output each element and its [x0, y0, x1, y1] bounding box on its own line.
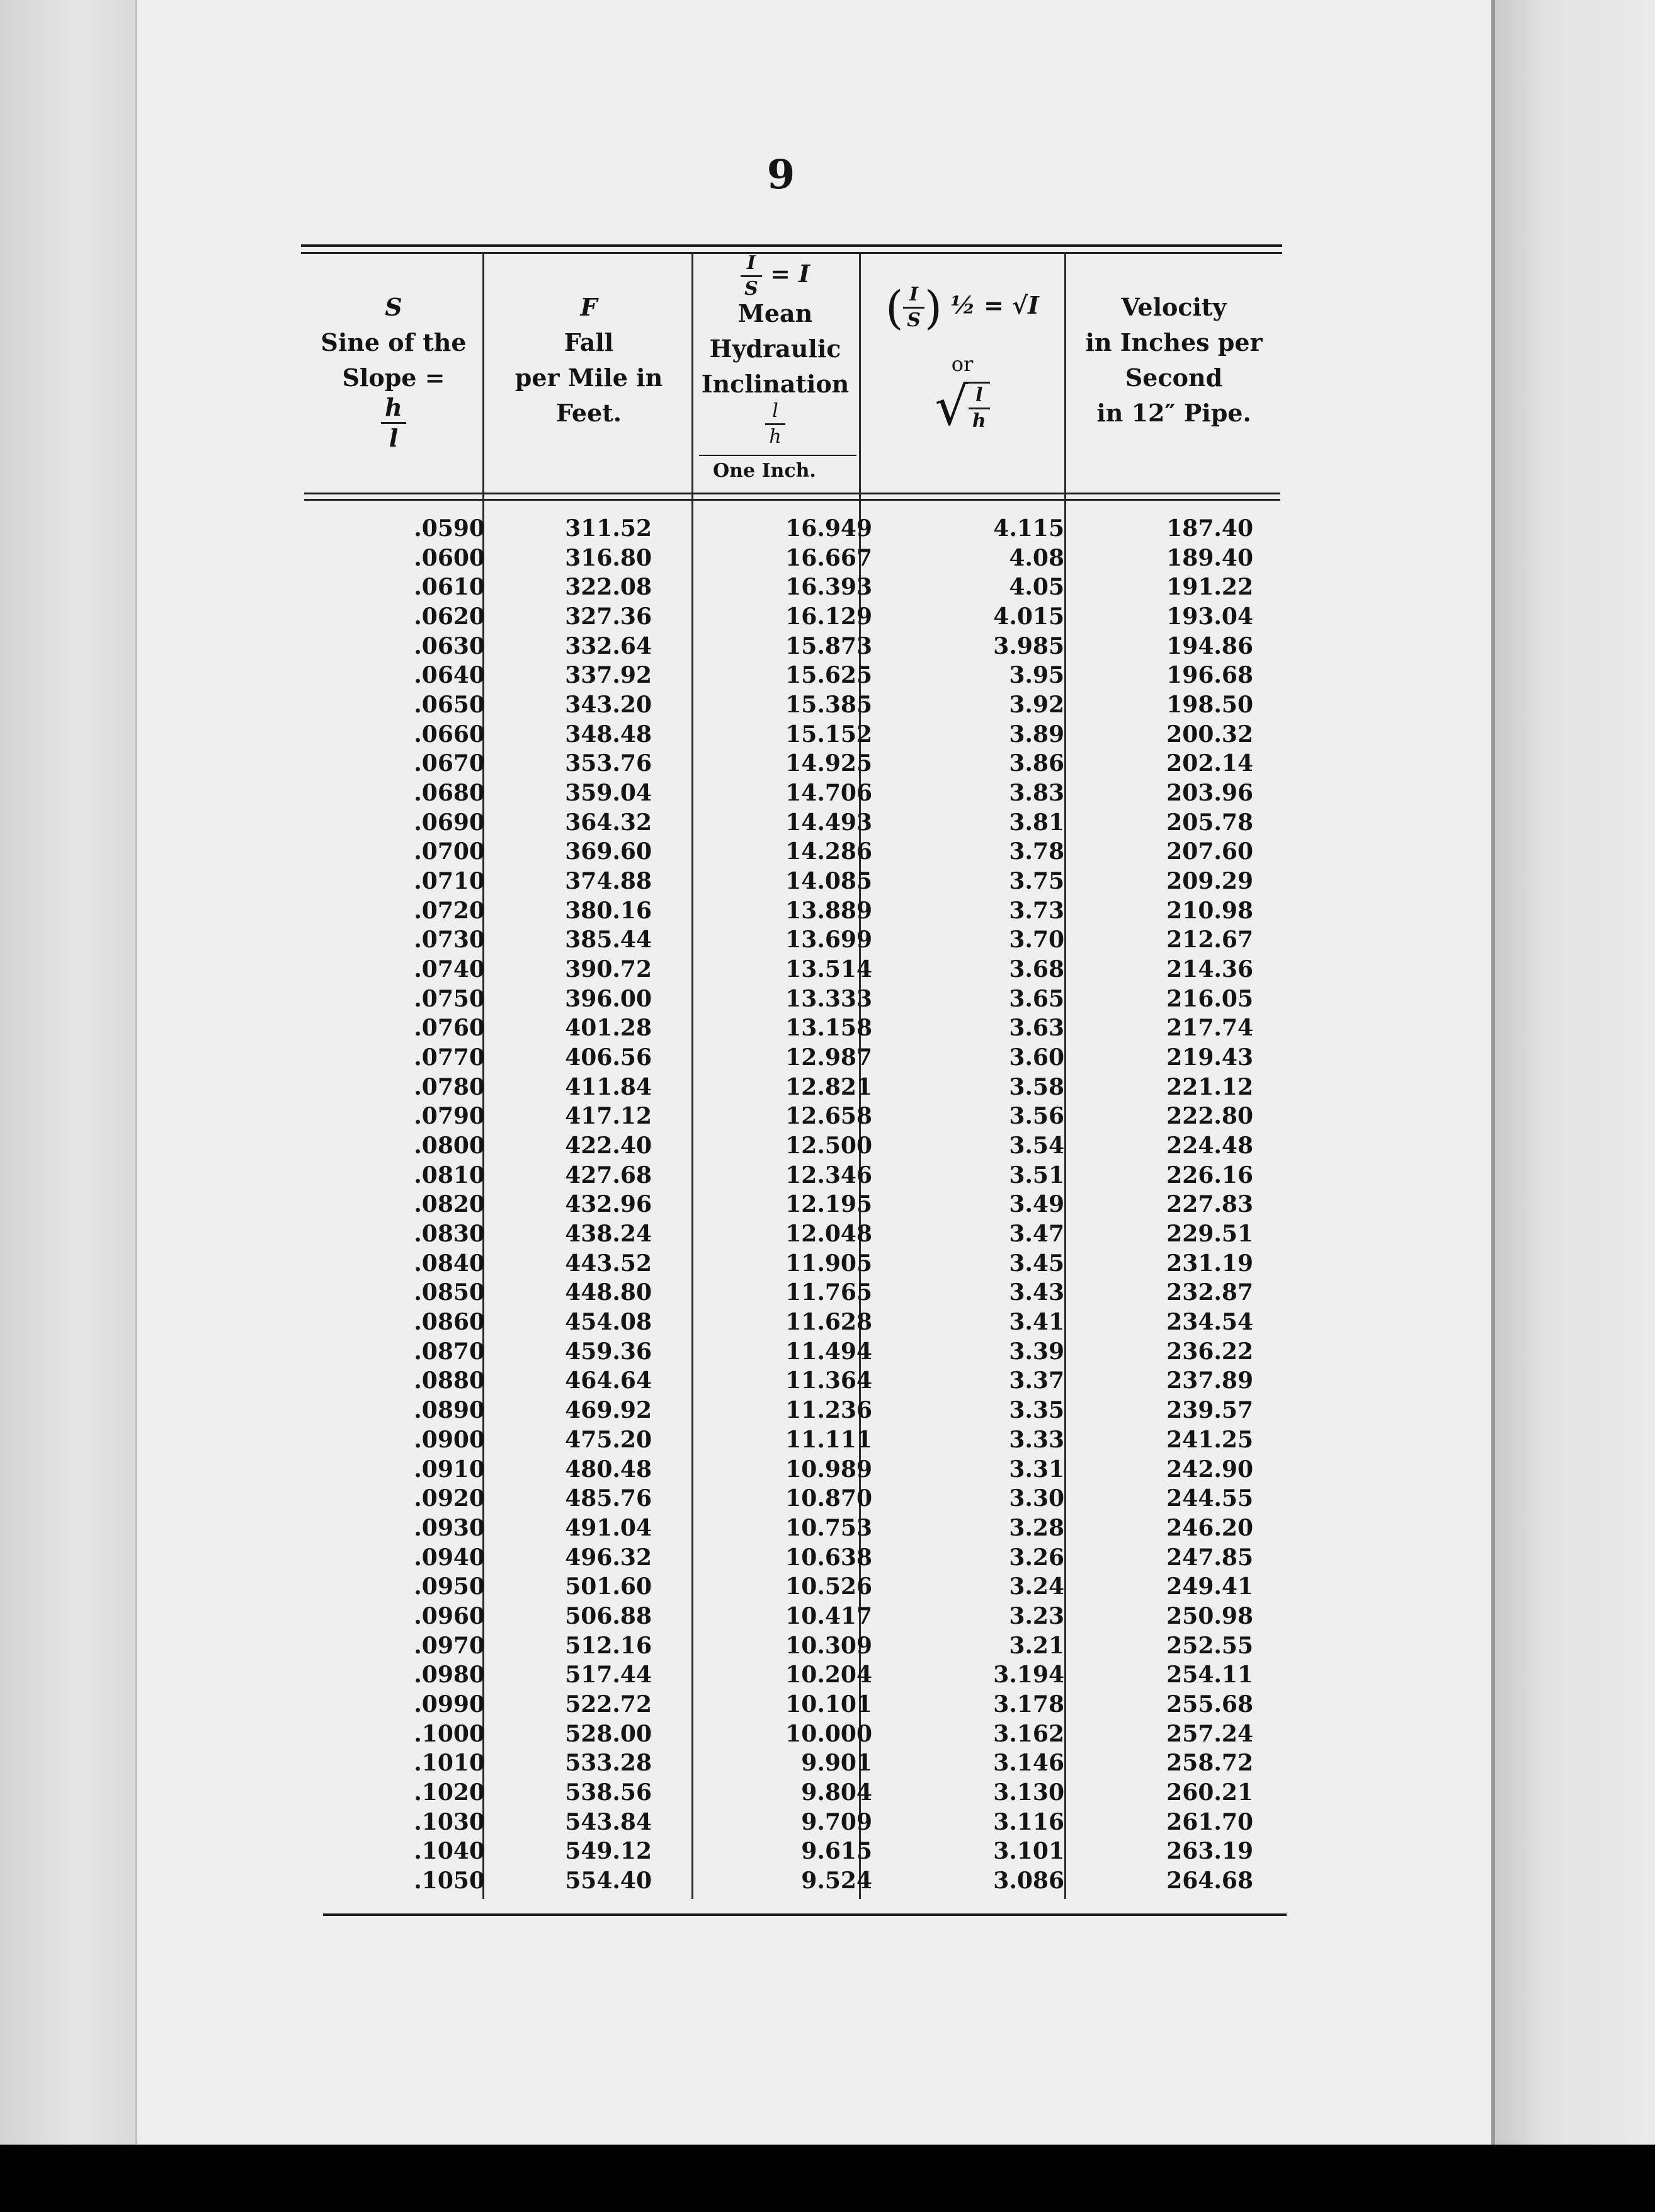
cell-fall: 512.16	[565, 1632, 652, 1659]
cell-inclination: 16.129	[785, 603, 872, 630]
cell-velocity: 189.40	[1166, 544, 1253, 571]
cell-root: 3.985	[993, 632, 1064, 659]
cell-inclination: 13.158	[785, 1015, 872, 1042]
cell-sine: .0900	[414, 1426, 485, 1453]
cell-inclination: 10.989	[785, 1456, 872, 1483]
cell-fall: 469.92	[565, 1397, 652, 1424]
cell-sine: .0960	[414, 1602, 485, 1629]
cell-inclination: 9.524	[801, 1867, 872, 1894]
cell-fall: 485.76	[565, 1485, 652, 1512]
cell-inclination: 11.494	[785, 1338, 872, 1365]
cell-sine: .0820	[414, 1191, 485, 1218]
cell-root: 3.116	[993, 1808, 1064, 1835]
cell-sine: .0870	[414, 1338, 485, 1365]
cell-velocity: 209.29	[1166, 868, 1253, 895]
fraction-denominator: S	[744, 278, 758, 300]
header-fall-symbol: F	[580, 293, 598, 321]
fraction-numerator: l	[969, 386, 990, 409]
column-inclination-values	[727, 514, 872, 1896]
cell-root: 3.51	[1009, 1161, 1064, 1189]
fraction-numerator: I	[741, 254, 762, 277]
cell-sine: .0730	[414, 926, 485, 954]
scan-right-margin	[1491, 0, 1655, 2145]
header-fall-line3: Feet.	[555, 399, 622, 427]
cell-fall: 475.20	[565, 1426, 652, 1453]
cell-fall: 337.92	[565, 662, 652, 689]
cell-fall: 506.88	[565, 1602, 652, 1629]
header-inclination-line1: Mean	[737, 299, 813, 328]
cell-root: 3.178	[993, 1690, 1064, 1718]
cell-inclination: 11.905	[785, 1250, 872, 1277]
cell-velocity: 205.78	[1166, 809, 1253, 836]
cell-velocity: 196.68	[1166, 662, 1253, 689]
cell-fall: 480.48	[565, 1456, 652, 1483]
cell-velocity: 236.22	[1166, 1338, 1253, 1365]
cell-velocity: 264.68	[1166, 1867, 1253, 1894]
cell-velocity: 239.57	[1166, 1397, 1253, 1424]
cell-fall: 380.16	[565, 897, 652, 924]
cell-inclination: 12.500	[785, 1132, 872, 1160]
cell-root: 3.30	[1009, 1485, 1064, 1512]
cell-fall: 533.28	[565, 1750, 652, 1777]
cell-fall: 464.64	[565, 1367, 652, 1394]
cell-sine: .0930	[414, 1514, 485, 1541]
cell-root: 4.115	[993, 515, 1064, 542]
cell-sine: .0940	[414, 1544, 485, 1571]
cell-inclination: 13.889	[785, 897, 872, 924]
cell-velocity: 247.85	[1166, 1544, 1253, 1571]
cell-velocity: 263.19	[1166, 1838, 1253, 1865]
cell-root: 3.39	[1009, 1338, 1064, 1365]
table-bottom-rule	[323, 1913, 1287, 1916]
cell-sine: .0710	[414, 868, 485, 895]
cell-velocity: 229.51	[1166, 1221, 1253, 1248]
cell-root: 3.68	[1009, 956, 1064, 983]
cell-velocity: 231.19	[1166, 1250, 1253, 1277]
cell-root: 3.70	[1009, 926, 1064, 954]
cell-sine: .0910	[414, 1456, 485, 1483]
header-velocity-line1: Velocity	[1121, 293, 1227, 321]
cell-sine: .0770	[414, 1044, 485, 1071]
cell-root: 3.086	[993, 1867, 1064, 1894]
cell-inclination: 12.048	[785, 1221, 872, 1248]
cell-velocity: 241.25	[1166, 1426, 1253, 1453]
cell-inclination: 13.514	[785, 956, 872, 983]
header-fall	[488, 290, 690, 431]
cell-root: 3.24	[1009, 1573, 1064, 1600]
cell-sine: .0720	[414, 897, 485, 924]
cell-sine: .0970	[414, 1632, 485, 1659]
cell-fall: 348.48	[565, 721, 652, 748]
cell-root: 3.92	[1009, 692, 1064, 719]
header-sine-symbol: S	[385, 293, 402, 321]
inclination-fraction	[741, 254, 762, 299]
cell-fall: 401.28	[565, 1015, 652, 1042]
cell-sine: .0590	[414, 515, 485, 542]
header-fall-line1: Fall	[564, 328, 614, 356]
cell-inclination: 15.152	[785, 721, 872, 748]
cell-velocity: 203.96	[1166, 780, 1253, 807]
page-number: 9	[766, 151, 795, 198]
cell-fall: 322.08	[565, 574, 652, 601]
cell-velocity: 194.86	[1166, 632, 1253, 659]
cell-fall: 359.04	[565, 780, 652, 807]
cell-inclination: 13.333	[785, 985, 872, 1012]
cell-root: 3.86	[1009, 750, 1064, 777]
cell-velocity: 244.55	[1166, 1485, 1253, 1512]
header-fall-line2: per Mile in	[515, 363, 663, 392]
cell-fall: 549.12	[565, 1838, 652, 1865]
cell-velocity: 257.24	[1166, 1720, 1253, 1747]
cell-inclination: 12.346	[785, 1161, 872, 1189]
cell-velocity: 200.32	[1166, 721, 1253, 748]
cell-fall: 390.72	[565, 956, 652, 983]
column-separator	[1064, 252, 1066, 1899]
cell-velocity: 193.04	[1166, 603, 1253, 630]
cell-inclination: 10.204	[785, 1662, 872, 1689]
cell-fall: 417.12	[565, 1103, 652, 1130]
cell-inclination: 10.753	[785, 1514, 872, 1541]
cell-fall: 316.80	[565, 544, 652, 571]
cell-velocity: 198.50	[1166, 692, 1253, 719]
header-inclination	[693, 252, 858, 447]
cell-sine: .0920	[414, 1485, 485, 1512]
cell-fall: 454.08	[565, 1309, 652, 1336]
cell-sine: .0880	[414, 1367, 485, 1394]
fraction-denominator: S	[907, 309, 921, 331]
cell-sine: .1010	[414, 1750, 485, 1777]
cell-inclination: 9.709	[801, 1808, 872, 1835]
cell-inclination: 10.000	[785, 1720, 872, 1747]
column-fall-values	[507, 514, 652, 1896]
cell-root: 3.33	[1009, 1426, 1064, 1453]
sqrt-fraction	[969, 382, 990, 431]
cell-sine: .1000	[414, 1720, 485, 1747]
table-top-rule	[301, 244, 1282, 247]
cell-sine: .0950	[414, 1573, 485, 1600]
cell-fall: 538.56	[565, 1779, 652, 1806]
cell-root: 3.31	[1009, 1456, 1064, 1483]
cell-root: 3.23	[1009, 1602, 1064, 1629]
cell-root: 4.015	[993, 603, 1064, 630]
cell-root: 3.45	[1009, 1250, 1064, 1277]
cell-sine: .0840	[414, 1250, 485, 1277]
fraction-denominator: l	[389, 424, 399, 452]
cell-velocity: 187.40	[1166, 515, 1253, 542]
cell-sine: .0660	[414, 721, 485, 748]
cell-fall: 332.64	[565, 632, 652, 659]
cell-sine: .0850	[414, 1279, 485, 1306]
cell-root: 3.63	[1009, 1015, 1064, 1042]
cell-velocity: 254.11	[1166, 1662, 1253, 1689]
fraction-numerator: l	[765, 402, 785, 425]
cell-fall: 353.76	[565, 750, 652, 777]
cell-inclination: 15.873	[785, 632, 872, 659]
header-velocity-line3: Second	[1125, 363, 1223, 392]
header-inclination-unit: One Inch.	[713, 460, 816, 482]
cell-velocity: 261.70	[1166, 1808, 1253, 1835]
cell-root: 3.54	[1009, 1132, 1064, 1160]
cell-velocity: 222.80	[1166, 1103, 1253, 1130]
cell-velocity: 255.68	[1166, 1690, 1253, 1718]
cell-fall: 369.60	[565, 838, 652, 865]
cell-sine: .0830	[414, 1221, 485, 1248]
cell-fall: 443.52	[565, 1250, 652, 1277]
cell-root: 3.58	[1009, 1073, 1064, 1100]
header-sine-line2: Slope =	[342, 363, 445, 392]
cell-inclination: 16.667	[785, 544, 872, 571]
cell-sine: .0980	[414, 1662, 485, 1689]
header-sine	[309, 290, 479, 450]
cell-root: 3.146	[993, 1750, 1064, 1777]
cell-root: 3.26	[1009, 1544, 1064, 1571]
cell-root: 3.83	[1009, 780, 1064, 807]
cell-fall: 459.36	[565, 1338, 652, 1365]
header-sine-fraction	[381, 393, 406, 452]
cell-inclination: 14.085	[785, 868, 872, 895]
scan-left-margin	[0, 0, 135, 2212]
scan-bottom-band	[0, 2145, 1655, 2212]
cell-velocity: 252.55	[1166, 1632, 1253, 1659]
cell-sine: .0680	[414, 780, 485, 807]
cell-root: 3.47	[1009, 1221, 1064, 1248]
cell-inclination: 11.765	[785, 1279, 872, 1306]
cell-velocity: 212.67	[1166, 926, 1253, 954]
header-inclination-formula	[693, 252, 858, 300]
cell-velocity: 242.90	[1166, 1456, 1253, 1483]
cell-root: 3.73	[1009, 897, 1064, 924]
header-root-formula: ( $\frac{I}{S}$ ) ½ = √I	[885, 281, 1039, 334]
cell-sine: .0610	[414, 574, 485, 601]
cell-root: 3.65	[1009, 985, 1064, 1012]
cell-sine: .0860	[414, 1309, 485, 1336]
cell-fall: 543.84	[565, 1808, 652, 1835]
cell-sine: .0690	[414, 809, 485, 836]
cell-inclination: 12.987	[785, 1044, 872, 1071]
cell-fall: 364.32	[565, 809, 652, 836]
cell-fall: 496.32	[565, 1544, 652, 1571]
cell-inclination: 11.628	[785, 1309, 872, 1336]
fraction-denominator: h	[769, 426, 782, 448]
cell-inclination: 12.821	[785, 1073, 872, 1100]
cell-sine: .0780	[414, 1073, 485, 1100]
cell-sine: .0740	[414, 956, 485, 983]
cell-sine: .0810	[414, 1161, 485, 1189]
cell-root: 3.21	[1009, 1632, 1064, 1659]
one-inch-rule	[699, 455, 856, 456]
root-exponent: ½ = √I	[950, 291, 1039, 319]
cell-velocity: 258.72	[1166, 1750, 1253, 1777]
cell-root: 3.81	[1009, 809, 1064, 836]
cell-fall: 374.88	[565, 868, 652, 895]
cell-root: 3.60	[1009, 1044, 1064, 1071]
root-fraction	[903, 285, 924, 330]
cell-fall: 406.56	[565, 1044, 652, 1071]
cell-root: 3.28	[1009, 1514, 1064, 1541]
cell-root: 3.162	[993, 1720, 1064, 1747]
cell-root: 3.89	[1009, 721, 1064, 748]
cell-sine: .1020	[414, 1779, 485, 1806]
cell-inclination: 16.949	[785, 515, 872, 542]
cell-root: 3.35	[1009, 1397, 1064, 1424]
cell-fall: 385.44	[565, 926, 652, 954]
cell-velocity: 234.54	[1166, 1309, 1253, 1336]
cell-fall: 396.00	[565, 985, 652, 1012]
cell-fall: 438.24	[565, 1221, 652, 1248]
cell-root: 3.41	[1009, 1309, 1064, 1336]
cell-velocity: 227.83	[1166, 1191, 1253, 1218]
cell-velocity: 202.14	[1166, 750, 1253, 777]
fraction-numerator: h	[381, 396, 406, 424]
cell-root: 3.95	[1009, 662, 1064, 689]
cell-velocity: 217.74	[1166, 1015, 1253, 1042]
cell-inclination: 14.925	[785, 750, 872, 777]
cell-fall: 517.44	[565, 1662, 652, 1689]
cell-velocity: 260.21	[1166, 1779, 1253, 1806]
cell-inclination: 10.101	[785, 1690, 872, 1718]
cell-root: 3.49	[1009, 1191, 1064, 1218]
cell-inclination: 14.706	[785, 780, 872, 807]
cell-inclination: 14.286	[785, 838, 872, 865]
cell-inclination: 11.364	[785, 1367, 872, 1394]
cell-inclination: 9.804	[801, 1779, 872, 1806]
cell-fall: 491.04	[565, 1514, 652, 1541]
header-inclination-line2: Hydraulic	[709, 334, 841, 363]
cell-inclination: 13.699	[785, 926, 872, 954]
cell-velocity: 221.12	[1166, 1073, 1253, 1100]
cell-root: 3.101	[993, 1838, 1064, 1865]
cell-inclination: 10.309	[785, 1632, 872, 1659]
cell-sine: .0620	[414, 603, 485, 630]
column-sine-values	[353, 514, 485, 1896]
cell-fall: 422.40	[565, 1132, 652, 1160]
header-bottom-rule-2	[304, 499, 1280, 501]
cell-velocity: 226.16	[1166, 1161, 1253, 1189]
cell-inclination: 14.493	[785, 809, 872, 836]
cell-fall: 311.52	[565, 515, 652, 542]
cell-sine: .1050	[414, 1867, 485, 1894]
cell-inclination: 9.901	[801, 1750, 872, 1777]
cell-sine: .1030	[414, 1808, 485, 1835]
cell-sine: .0800	[414, 1132, 485, 1160]
fraction-denominator: h	[972, 410, 986, 432]
column-root-values	[932, 514, 1064, 1896]
cell-sine: .0640	[414, 662, 485, 689]
cell-velocity: 224.48	[1166, 1132, 1253, 1160]
cell-root: 3.56	[1009, 1103, 1064, 1130]
cell-fall: 528.00	[565, 1720, 652, 1747]
cell-root: 3.130	[993, 1779, 1064, 1806]
cell-inclination: 12.658	[785, 1103, 872, 1130]
cell-sine: .0760	[414, 1015, 485, 1042]
cell-fall: 501.60	[565, 1573, 652, 1600]
cell-inclination: 10.417	[785, 1602, 872, 1629]
cell-velocity: 219.43	[1166, 1044, 1253, 1071]
cell-fall: 411.84	[565, 1073, 652, 1100]
cell-root: 3.43	[1009, 1279, 1064, 1306]
header-root-or: or	[951, 352, 974, 376]
cell-velocity: 191.22	[1166, 574, 1253, 601]
cell-sine: .0650	[414, 692, 485, 719]
cell-sine: .0990	[414, 1690, 485, 1718]
cell-velocity: 207.60	[1166, 838, 1253, 865]
column-velocity-values	[1121, 514, 1253, 1896]
cell-inclination: 9.615	[801, 1838, 872, 1865]
cell-root: 3.194	[993, 1662, 1064, 1689]
cell-fall: 343.20	[565, 692, 652, 719]
cell-sine: .1040	[414, 1838, 485, 1865]
fraction-numerator: I	[903, 285, 924, 309]
header-inclination-line3: Inclination	[701, 370, 850, 398]
cell-velocity: 246.20	[1166, 1514, 1253, 1541]
cell-inclination: 10.526	[785, 1573, 872, 1600]
header-root-sqrt	[862, 375, 1063, 437]
cell-root: 3.75	[1009, 868, 1064, 895]
cell-inclination: 11.111	[785, 1426, 872, 1453]
cell-sine: .0670	[414, 750, 485, 777]
header-sine-line1: Sine of the	[321, 328, 467, 356]
cell-root: 4.05	[1009, 574, 1064, 601]
cell-sine: .0700	[414, 838, 485, 865]
cell-velocity: 210.98	[1166, 897, 1253, 924]
inclination-l-over-h	[765, 402, 785, 447]
cell-root: 3.37	[1009, 1367, 1064, 1394]
cell-velocity: 216.05	[1166, 985, 1253, 1012]
cell-inclination: 12.195	[785, 1191, 872, 1218]
cell-sine: .0890	[414, 1397, 485, 1424]
cell-inclination: 10.638	[785, 1544, 872, 1571]
radical-sign: √	[935, 375, 969, 437]
header-velocity-line2: in Inches per	[1085, 328, 1263, 356]
cell-fall: 554.40	[565, 1867, 652, 1894]
cell-sine: .0790	[414, 1103, 485, 1130]
cell-fall: 327.36	[565, 603, 652, 630]
cell-velocity: 237.89	[1166, 1367, 1253, 1394]
cell-velocity: 249.41	[1166, 1573, 1253, 1600]
header-velocity-line4: in 12″ Pipe.	[1096, 399, 1251, 427]
cell-velocity: 232.87	[1166, 1279, 1253, 1306]
cell-root: 4.08	[1009, 544, 1064, 571]
column-separator	[691, 252, 693, 1899]
cell-inclination: 16.393	[785, 574, 872, 601]
cell-root: 3.78	[1009, 838, 1064, 865]
header-root	[862, 265, 1063, 437]
cell-fall: 522.72	[565, 1690, 652, 1718]
cell-velocity: 214.36	[1166, 956, 1253, 983]
cell-sine: .0600	[414, 544, 485, 571]
cell-fall: 432.96	[565, 1191, 652, 1218]
cell-fall: 448.80	[565, 1279, 652, 1306]
cell-sine: .0630	[414, 632, 485, 659]
cell-inclination: 15.385	[785, 692, 872, 719]
cell-inclination: 10.870	[785, 1485, 872, 1512]
cell-inclination: 11.236	[785, 1397, 872, 1424]
cell-sine: .0750	[414, 985, 485, 1012]
cell-inclination: 15.625	[785, 662, 872, 689]
header-velocity	[1067, 290, 1281, 431]
cell-velocity: 250.98	[1166, 1602, 1253, 1629]
header-bottom-rule	[304, 493, 1280, 494]
inclination-equals: = I	[770, 259, 810, 288]
cell-fall: 427.68	[565, 1161, 652, 1189]
